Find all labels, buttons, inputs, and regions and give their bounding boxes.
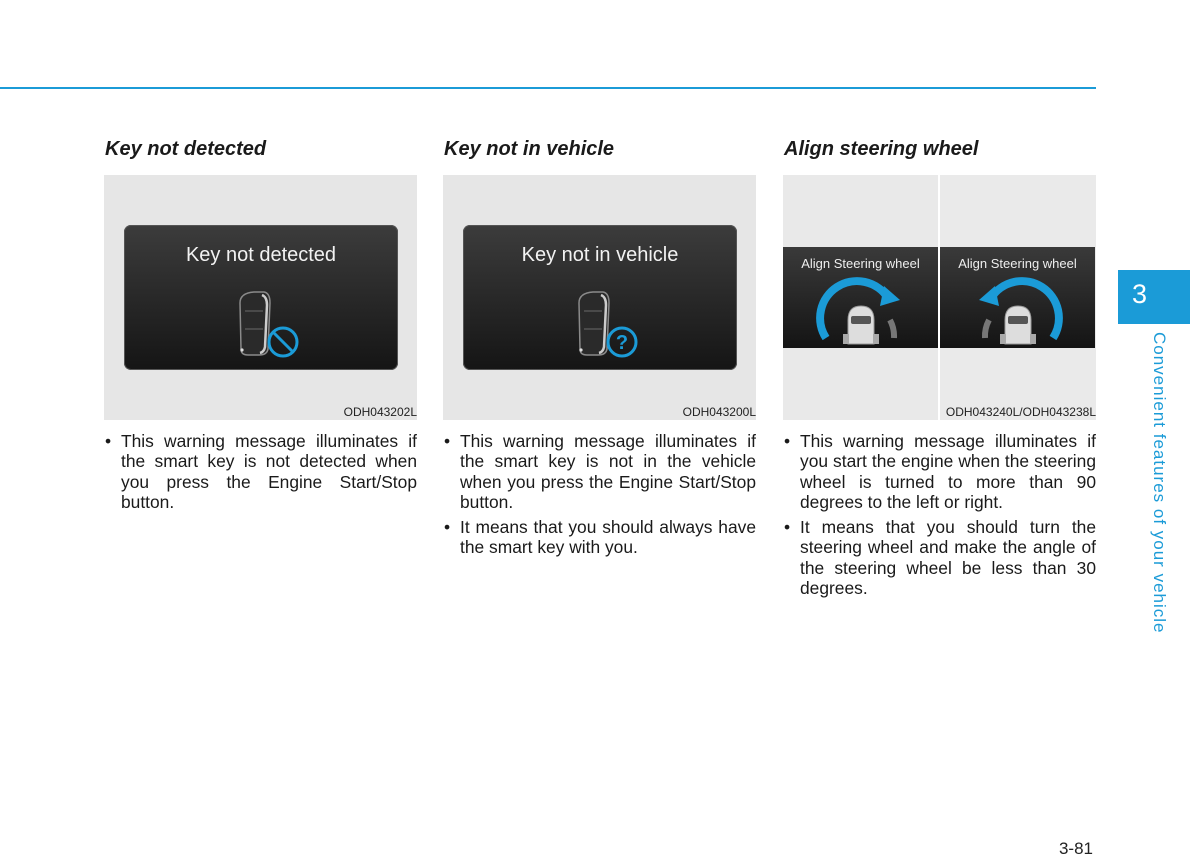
chapter-number: 3 bbox=[1132, 279, 1148, 309]
display-message: Align Steering wheel bbox=[958, 256, 1077, 271]
list-item: • It means that you should always have the smart key with you. bbox=[443, 517, 756, 558]
figure-key-not-detected bbox=[104, 175, 417, 420]
section-key-not-detected bbox=[104, 137, 417, 517]
bullet-list bbox=[443, 431, 756, 558]
display-message: Key not detected bbox=[185, 244, 337, 266]
display-message: Key not in vehicle bbox=[521, 244, 679, 266]
section-heading: Key not in vehicle bbox=[444, 138, 615, 160]
display-message: Align Steering wheel bbox=[801, 256, 920, 271]
steering-arrow-right-icon bbox=[814, 276, 908, 346]
list-item: • This warning message illuminates if the smart key is not detected when you press the Engine Start/Stop button. bbox=[104, 431, 417, 512]
list-item: • This warning message illuminates if the smart key is not in the vehicle when you press the Engine Start/Stop button. bbox=[443, 431, 756, 512]
figure-key-not-in-vehicle bbox=[443, 175, 756, 420]
cluster-display bbox=[463, 225, 737, 370]
figure-code: ODH043240L/ODH043238L bbox=[945, 405, 1096, 419]
section-align-steering-wheel bbox=[783, 137, 1096, 603]
cluster-display bbox=[124, 225, 398, 370]
figure-code: ODH043200L bbox=[682, 405, 756, 419]
chapter-title: Convenient features of your vehicle bbox=[1150, 332, 1169, 634]
page-number: 3-81 bbox=[1058, 839, 1093, 858]
steering-arrow-left-icon bbox=[971, 276, 1065, 346]
svg-text:?: ? bbox=[615, 332, 629, 354]
figure-align-steering-wheel bbox=[783, 175, 1096, 420]
bullet-list bbox=[104, 431, 417, 512]
prohibited-icon bbox=[266, 325, 300, 359]
section-heading: Key not detected bbox=[105, 138, 267, 160]
chapter-tab bbox=[1118, 270, 1190, 324]
section-key-not-in-vehicle bbox=[443, 137, 756, 563]
bullet-list bbox=[783, 431, 1096, 598]
question-icon bbox=[605, 325, 639, 359]
list-item: • It means that you should turn the steering wheel and make the angle of the steering wheel be less than 30 degrees. bbox=[783, 517, 1096, 598]
header-rule bbox=[0, 87, 1096, 89]
cluster-display-right bbox=[940, 247, 1095, 348]
list-item: • This warning message illuminates if you start the engine when the steering wheel is turned to more than 90 degrees to the left or right. bbox=[783, 431, 1096, 512]
figure-code: ODH043202L bbox=[343, 405, 417, 419]
cluster-display-left bbox=[783, 247, 938, 348]
section-heading: Align steering wheel bbox=[784, 138, 979, 160]
